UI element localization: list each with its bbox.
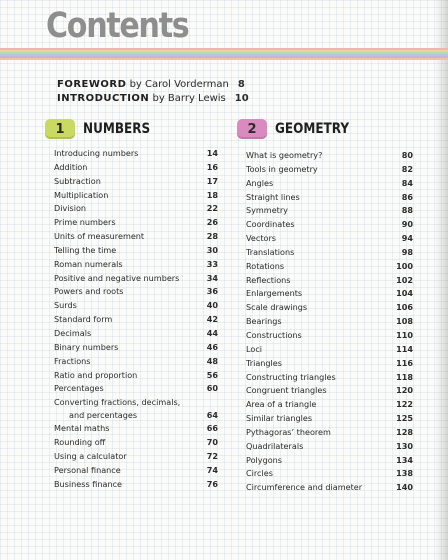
toc-entry-page: 28 [206,231,218,242]
toc-entry-title: Units of measurement [54,231,145,242]
toc-entry-page: 42 [206,314,218,325]
toc-entry-page: 80 [401,150,413,160]
toc-entry-page: 26 [206,217,218,228]
toc-entry-title: Percentages [54,383,104,394]
toc-entry[interactable] [246,426,413,440]
toc-entry-title: Fractions [54,355,91,366]
toc-entry-page: 88 [401,205,413,216]
toc-entry[interactable] [54,244,218,258]
toc-entry-title: Personal finance [54,464,121,475]
toc-entry-page: 120 [396,385,413,396]
toc-entry-title: Polygons [246,454,283,465]
toc-entry-page: 134 [396,454,413,465]
toc-entry[interactable] [246,301,413,315]
toc-entry-title: Reflections [246,274,291,285]
toc-entry-page: 116 [396,357,413,368]
toc-entry-page: 100 [396,260,413,271]
toc-entry-title: Constructions [246,329,302,340]
foreword-line[interactable] [57,79,245,90]
toc-entry-title [54,396,180,422]
toc-entry-page: 34 [206,272,218,283]
toc-entry[interactable] [54,382,218,396]
toc-entry-title: Circumference and diameter [246,482,363,493]
toc-entry-page: 44 [206,327,218,338]
section-heading-geometry[interactable] [237,119,361,139]
toc-entry-title: Coordinates [246,219,295,230]
toc-entry[interactable] [54,216,218,230]
section-heading-numbers[interactable] [45,119,161,139]
toc-entry[interactable] [246,481,413,495]
toc-entry-title: Angles [246,177,274,188]
toc-entry-title: Translations [246,246,295,257]
toc-entry[interactable] [246,384,413,398]
introduction-line[interactable] [57,93,249,104]
introduction-page: 10 [234,93,249,104]
toc-entry-title: Subtraction [54,175,101,186]
page-title: Contents [46,6,189,46]
toc-entry-page: 122 [396,399,413,410]
toc-entry-page: 40 [206,300,218,311]
toc-entry[interactable] [246,191,413,205]
toc-entry-page: 84 [401,177,413,188]
toc-entry-page: 64 [206,410,218,421]
section-title: NUMBERS [83,121,151,137]
page-edge-shadow [434,0,448,560]
toc-entry-title: Triangles [246,357,283,368]
toc-entry-page: 18 [206,189,218,200]
toc-entry-page: 86 [401,191,413,202]
toc-entry-title: Quadrilaterals [246,440,304,451]
introduction-key: INTRODUCTION [57,93,150,104]
toc-entry-title-line: and percentages [69,410,138,421]
toc-entry-title: Positive and negative numbers [54,272,180,283]
toc-entry[interactable] [54,230,218,244]
toc-entry-title: Tools in geometry [246,163,318,174]
foreword-author: by Carol Vorderman [126,79,229,90]
toc-entry-title: Symmetry [246,205,288,216]
toc-entry-page: 48 [206,355,218,366]
toc-entry-title: Rounding off [54,437,106,448]
toc-entry[interactable] [246,163,413,177]
introduction-author: by Barry Lewis [149,93,226,104]
toc-entry[interactable] [246,246,413,260]
toc-entry-page: 140 [396,482,413,493]
toc-entry-title: Business finance [54,478,123,489]
color-stripes [0,48,448,60]
toc-entry-title: Bearings [246,316,282,327]
toc-entry-page: 30 [206,244,218,255]
toc-entry-page: 17 [206,175,218,186]
toc-entry-page: 66 [206,423,218,434]
toc-entry[interactable] [54,285,218,299]
toc-entry-title: What is geometry? [246,150,323,160]
toc-entry[interactable] [54,258,218,272]
toc-entry-title: Division [54,203,87,214]
toc-entry[interactable] [246,343,413,357]
toc-entry[interactable] [54,299,218,313]
toc-entry[interactable] [246,412,413,426]
toc-entry-page: 106 [396,302,413,313]
toc-entry[interactable] [54,396,218,422]
toc-entry-page: 36 [206,286,218,297]
toc-entry[interactable] [54,189,218,203]
toc-entry[interactable] [246,329,413,343]
toc-entry[interactable] [54,464,218,478]
toc-entry[interactable] [246,287,413,301]
toc-entry-page: 56 [206,369,218,380]
toc-entry-title: Addition [54,161,88,172]
toc-entry-title: Prime numbers [54,217,116,228]
toc-entry-page: 138 [396,468,413,479]
toc-entry-title: Pythagoras’ theorem [246,426,331,437]
toc-entry[interactable] [54,272,218,286]
section-number-badge: 1 [45,119,75,139]
toc-entry-title: Mental maths [54,423,110,434]
toc-entry-page: 72 [206,450,218,461]
toc-entry-page: 130 [396,440,413,451]
toc-entry[interactable] [246,149,413,163]
toc-entry-page: 110 [396,329,413,340]
toc-entry[interactable] [246,232,413,246]
toc-entry[interactable] [246,218,413,232]
toc-entry[interactable] [246,204,413,218]
toc-entry-title: Introducing numbers [54,148,139,158]
toc-entry-title: Surds [54,300,77,311]
toc-entry[interactable] [246,260,413,274]
toc-entry[interactable] [54,175,218,189]
toc-entry-page: 128 [396,426,413,437]
toc-entry[interactable] [54,436,218,450]
toc-entry-title: Straight lines [246,191,300,202]
toc-entry-page: 82 [401,163,413,174]
numbers-contents-list [54,147,218,491]
toc-entry-title: Using a calculator [54,450,127,461]
toc-entry[interactable] [54,161,218,175]
toc-entry[interactable] [54,422,218,436]
toc-entry-title: Loci [246,343,263,354]
toc-entry-page: 22 [206,203,218,214]
section-number-badge: 2 [237,119,267,139]
toc-entry-title: Roman numerals [54,258,123,269]
toc-entry-title: Enlargements [246,288,303,299]
toc-entry[interactable] [54,355,218,369]
toc-entry-page: 118 [396,371,413,382]
toc-entry-page: 90 [401,219,413,230]
toc-entry-page: 98 [401,246,413,257]
toc-entry[interactable] [54,478,218,492]
toc-entry[interactable] [246,440,413,454]
toc-entry[interactable] [246,274,413,288]
toc-entry-title: Similar triangles [246,413,313,424]
toc-entry-title: Powers and roots [54,286,124,297]
toc-entry-page: 102 [396,274,413,285]
toc-entry-page: 46 [206,341,218,352]
toc-entry-title: Constructing triangles [246,371,336,382]
toc-entry-page: 60 [206,383,218,394]
toc-entry-title: Vectors [246,233,277,244]
toc-entry-title-line: Converting fractions, decimals, [54,397,181,408]
toc-entry[interactable] [54,369,218,383]
toc-entry-page: 76 [206,478,218,489]
toc-entry[interactable] [54,327,218,341]
toc-entry-page: 94 [401,233,413,244]
toc-entry[interactable] [54,450,218,464]
toc-entry-title: Rotations [246,260,285,271]
toc-entry-page: 74 [206,464,218,475]
toc-entry[interactable] [246,371,413,385]
toc-entry-title: Ratio and proportion [54,369,138,380]
foreword-key: FOREWORD [57,79,127,90]
toc-entry[interactable] [54,313,218,327]
toc-entry-page: 125 [396,413,413,424]
toc-entry[interactable] [246,315,413,329]
foreword-page: 8 [237,79,245,90]
toc-entry-title: Standard form [54,314,113,325]
toc-entry-page: 14 [206,148,218,158]
toc-entry-title: Telling the time [54,244,117,255]
toc-entry-title: Congruent triangles [246,385,327,396]
section-title: GEOMETRY [275,121,350,137]
toc-entry[interactable] [246,398,413,412]
toc-entry-title: Decimals [54,327,92,338]
toc-entry-title: Scale drawings [246,302,308,313]
toc-entry-title: Area of a triangle [246,399,317,410]
toc-entry-page: 33 [206,258,218,269]
stripe [0,58,448,60]
toc-entry-title: Multiplication [54,189,109,200]
toc-entry-title: Circles [246,468,273,479]
toc-entry[interactable] [246,357,413,371]
geometry-contents-list [246,149,413,495]
toc-entry[interactable] [54,341,218,355]
toc-entry[interactable] [246,454,413,468]
toc-entry-page: 114 [396,343,413,354]
toc-entry[interactable] [54,147,218,161]
toc-entry[interactable] [246,177,413,191]
toc-entry-page: 16 [206,161,218,172]
toc-entry[interactable] [246,467,413,481]
toc-entry-page: 108 [396,316,413,327]
toc-entry[interactable] [54,202,218,216]
toc-entry-page: 70 [206,437,218,448]
toc-entry-title: Binary numbers [54,341,119,352]
toc-entry-page: 104 [396,288,413,299]
